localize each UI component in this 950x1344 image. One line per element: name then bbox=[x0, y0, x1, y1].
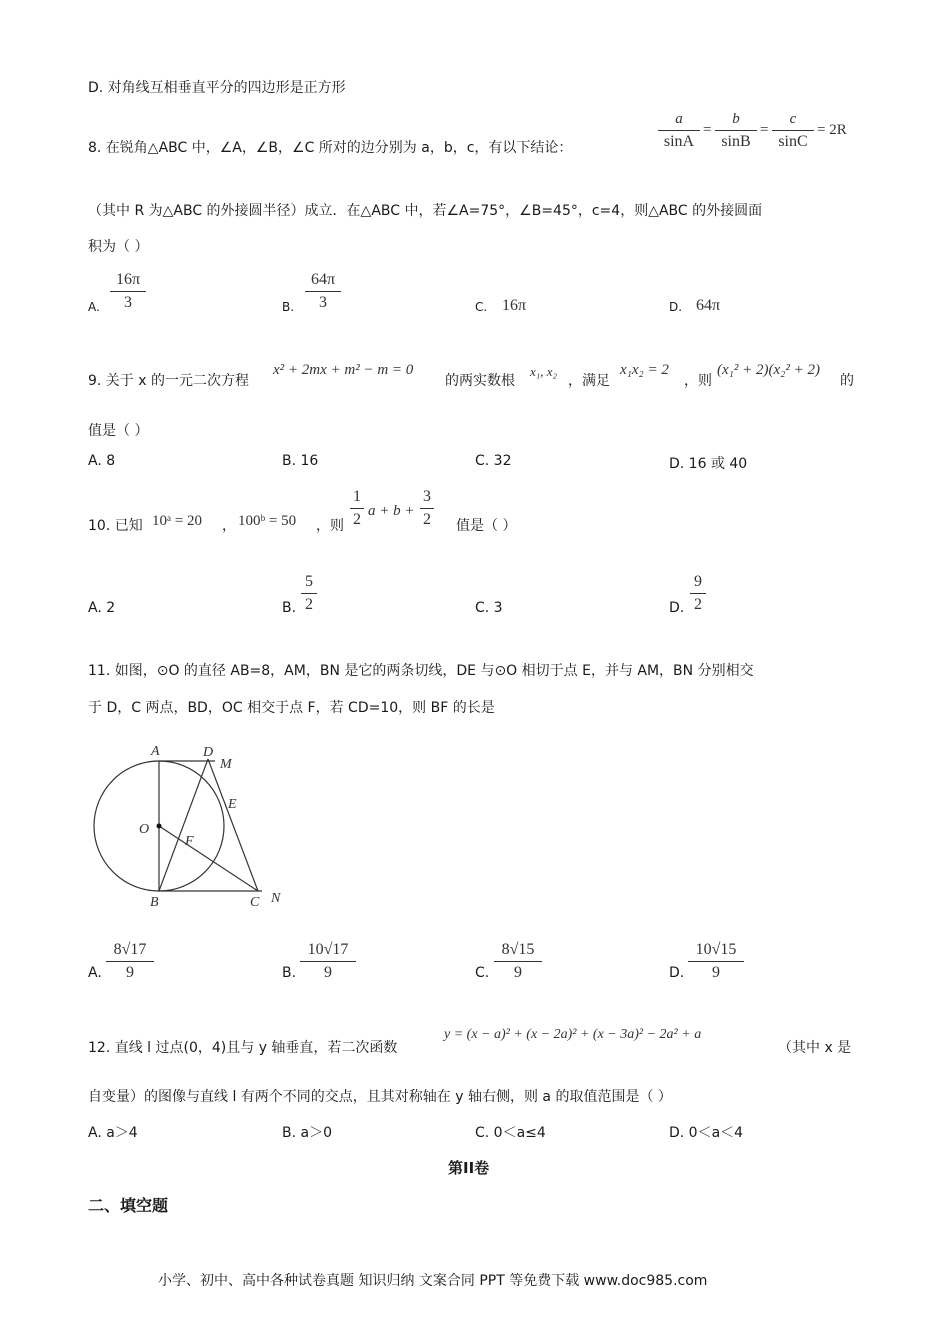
q9-option-b[interactable]: B. 16 bbox=[282, 453, 319, 469]
q12-option-c[interactable]: C. 0＜a≤4 bbox=[475, 1125, 546, 1141]
q10-option-a[interactable]: A. 2 bbox=[88, 600, 116, 616]
q9-option-d[interactable]: D. 16 或 40 bbox=[669, 456, 748, 472]
line-bd bbox=[159, 759, 208, 891]
q9-line2: 值是（ ） bbox=[88, 423, 149, 439]
q8-line2: （其中 R 为△ABC 的外接圆半径）成立．在△ABC 中，若∠A=75°，∠B=45°，c=4，则△ABC 的外接圆面 bbox=[88, 203, 763, 219]
q12-option-a[interactable]: A. a＞4 bbox=[88, 1125, 138, 1141]
part-heading: 二、填空题 bbox=[88, 1196, 169, 1215]
q10-sep: ， bbox=[222, 518, 236, 534]
line-dc bbox=[208, 759, 258, 891]
label-d: D bbox=[203, 745, 214, 760]
label-m: M bbox=[220, 757, 232, 772]
q12-line2: 自变量）的图像与直线 l 有两个不同的交点，且其对称轴在 y 轴右侧，则 a 的取值范围是（ ） bbox=[88, 1089, 672, 1105]
q10-option-c[interactable]: C. 3 bbox=[475, 600, 503, 616]
q9-option-c[interactable]: C. 32 bbox=[475, 453, 512, 469]
q8-line1: 8. 在锐角△ABC 中，∠A，∠B，∠C 所对的边分别为 a，b，c，有以下结论： bbox=[88, 140, 573, 156]
q10-suffix: 值是（ ） bbox=[456, 518, 517, 534]
q9-mid2: ，满足 bbox=[568, 373, 610, 389]
label-o: O bbox=[139, 822, 150, 837]
q9-mid3: ，则 bbox=[684, 373, 712, 389]
q9-option-a[interactable]: A. 8 bbox=[88, 453, 116, 469]
q12-option-b[interactable]: B. a＞0 bbox=[282, 1125, 332, 1141]
label-a: A bbox=[151, 744, 160, 759]
q9-mid1: 的两实数根 bbox=[445, 373, 515, 389]
label-n: N bbox=[271, 891, 281, 906]
page-footer: 小学、初中、高中各种试卷真题 知识归纳 文案合同 PPT 等免费下载 www.doc985.com bbox=[158, 1273, 708, 1289]
q11-line2: 于 D，C 两点，BD，OC 相交于点 F，若 CD=10，则 BF 的长是 bbox=[88, 700, 495, 716]
q10-prefix: 10. 已知 bbox=[88, 518, 143, 534]
label-c: C bbox=[250, 895, 260, 910]
q11-geometry-figure bbox=[80, 735, 300, 915]
q9-expression: (x₁² + 2)(x₂² + 2) bbox=[717, 362, 820, 378]
q8-line3: 积为（ ） bbox=[88, 239, 149, 255]
q11-line1: 11. 如图，⊙O 的直径 AB=8，AM，BN 是它的两条切线，DE 与⊙O 相切于点 E，并与 AM，BN 分别相交 bbox=[88, 663, 754, 679]
center-point-o bbox=[157, 824, 162, 829]
prev-question-option-d: D. 对角线互相垂直平分的四边形是正方形 bbox=[88, 80, 346, 96]
q12-prefix: 12. 直线 l 过点(0，4)且与 y 轴垂直，若二次函数 bbox=[88, 1040, 398, 1056]
section-title: 第II卷 bbox=[448, 1159, 490, 1177]
q10-mid: ，则 bbox=[316, 518, 344, 534]
label-e: E bbox=[228, 797, 237, 812]
q12-option-d[interactable]: D. 0＜a＜4 bbox=[669, 1125, 744, 1141]
label-f: F bbox=[185, 834, 194, 849]
q9-equation: x² + 2mx + m² − m = 0 bbox=[273, 362, 414, 378]
q12-formula: y = (x − a)² + (x − 2a)² + (x − 3a)² − 2a² + a bbox=[444, 1027, 702, 1042]
q9-suffix: 的 bbox=[840, 373, 854, 389]
q10-eq1: 10ᵃ = 20 bbox=[152, 513, 203, 529]
q9-roots: x₁, x₂ bbox=[530, 364, 558, 379]
q12-suffix: （其中 x 是 bbox=[778, 1040, 852, 1056]
q10-eq2: 100ᵇ = 50 bbox=[238, 513, 297, 529]
q9-condition: x₁x₂ = 2 bbox=[620, 362, 669, 378]
label-b: B bbox=[150, 895, 159, 910]
q9-prefix: 9. 关于 x 的一元二次方程 bbox=[88, 373, 249, 389]
line-oc bbox=[159, 826, 258, 891]
